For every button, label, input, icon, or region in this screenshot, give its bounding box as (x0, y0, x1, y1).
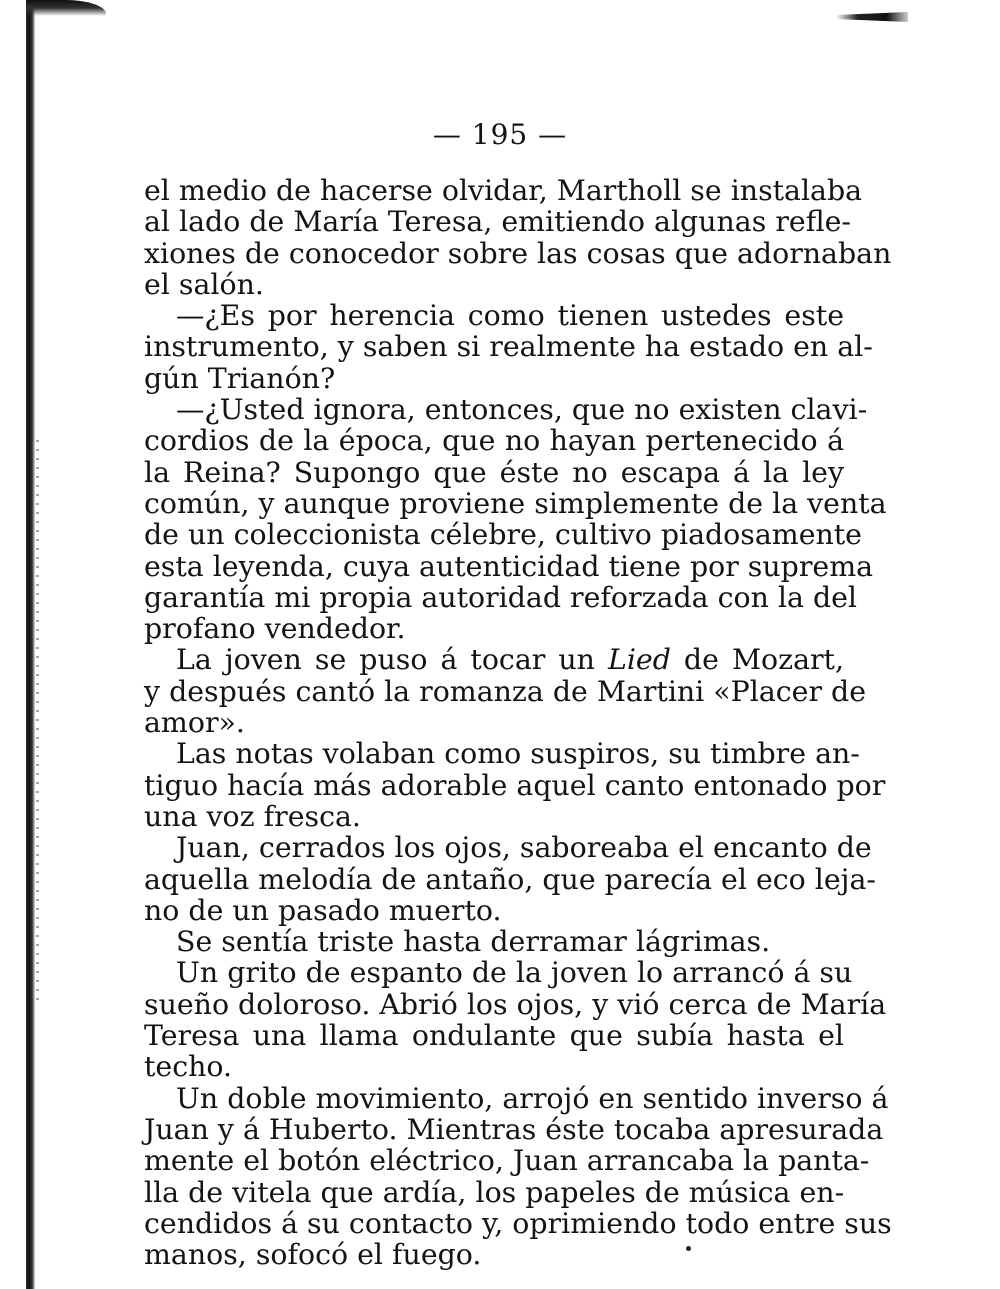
text-line: de un coleccionista célebre, cultivo piadosamente (144, 518, 862, 552)
text-line: Un grito de espanto de la joven lo arrancó á su (176, 956, 853, 990)
text-line: y después cantó la romanza de Martini «Placer de (144, 674, 867, 708)
text-line-part: de Mozart, (670, 643, 844, 677)
text-line: Las notas volaban como suspiros, su timbre an- (176, 737, 860, 771)
text-line: una voz fresca. (144, 799, 361, 833)
text-line: Se sentía triste hasta derramar lágrimas. (176, 925, 771, 959)
text-line-part: La joven se puso á tocar un (176, 643, 608, 677)
text-line (144, 644, 844, 675)
text-line: gún Trianón? (144, 361, 336, 395)
text-line: techo. (144, 1050, 233, 1084)
text-line: al lado de María Teresa, emitiendo algunas refle- (144, 205, 852, 239)
text-line: la Reina? Supongo que éste no escapa á la ley (144, 455, 844, 489)
binding-edge (26, 0, 35, 1289)
italic-word: Lied (607, 643, 671, 677)
text-line: garantía mi propia autoridad reforzada con la del (144, 580, 857, 614)
text-line: mente el botón eléctrico, Juan arrancaba la panta- (144, 1144, 870, 1178)
text-line: Juan y á Huberto. Mientras éste tocaba apresurada (144, 1112, 884, 1146)
ink-speck (686, 1246, 691, 1251)
body-text (144, 174, 892, 1272)
text-line: lla de vitela que ardía, los papeles de música en- (144, 1175, 845, 1209)
text-line: cendidos á su contacto y, oprimiendo todo entre sus (144, 1206, 892, 1240)
text-line: profano vendedor. (144, 612, 406, 646)
text-line: aquella melodía de antaño, que parecía el eco leja- (144, 862, 876, 896)
text-line: tiguo hacía más adorable aquel canto entonado por (144, 768, 886, 802)
text-line: —¿Usted ignora, entonces, que no existen clavi- (176, 393, 868, 427)
text-line: Juan, cerrados los ojos, saboreaba el encanto de (176, 831, 872, 865)
text-line: Un doble movimiento, arrojó en sentido inverso á (176, 1081, 889, 1115)
text-line: no de un pasado muerto. (144, 893, 502, 927)
page-number-text: — 195 — (432, 118, 568, 151)
text-line: amor». (144, 706, 245, 740)
text-line: instrumento, y saben si realmente ha estado en al- (144, 330, 873, 364)
text-line: sueño doloroso. Abrió los ojos, y vió cerca de María (144, 987, 887, 1021)
text-line: Teresa una llama ondulante que subía hasta el (144, 1019, 844, 1053)
binding-corner (26, 0, 106, 16)
text-line: —¿Es por herencia como tienen ustedes este (176, 299, 844, 333)
page-number (0, 118, 1000, 151)
text-line: el medio de hacerse olvidar, Martholl se instalaba (144, 174, 863, 207)
text-line: xiones de conocedor sobre las cosas que adornaban (144, 236, 892, 270)
text-line: cordios de la época, que no hayan pertenecido á (144, 424, 844, 458)
scan-corner-mark (836, 12, 908, 22)
text-line: común, y aunque proviene simplemente de la venta (144, 486, 887, 520)
text-line: esta leyenda, cuya autenticidad tiene por suprema (144, 549, 874, 583)
text-line: manos, sofocó el fuego. (144, 1238, 482, 1272)
binding-speckle (36, 440, 39, 1000)
text-line: el salón. (144, 267, 264, 301)
